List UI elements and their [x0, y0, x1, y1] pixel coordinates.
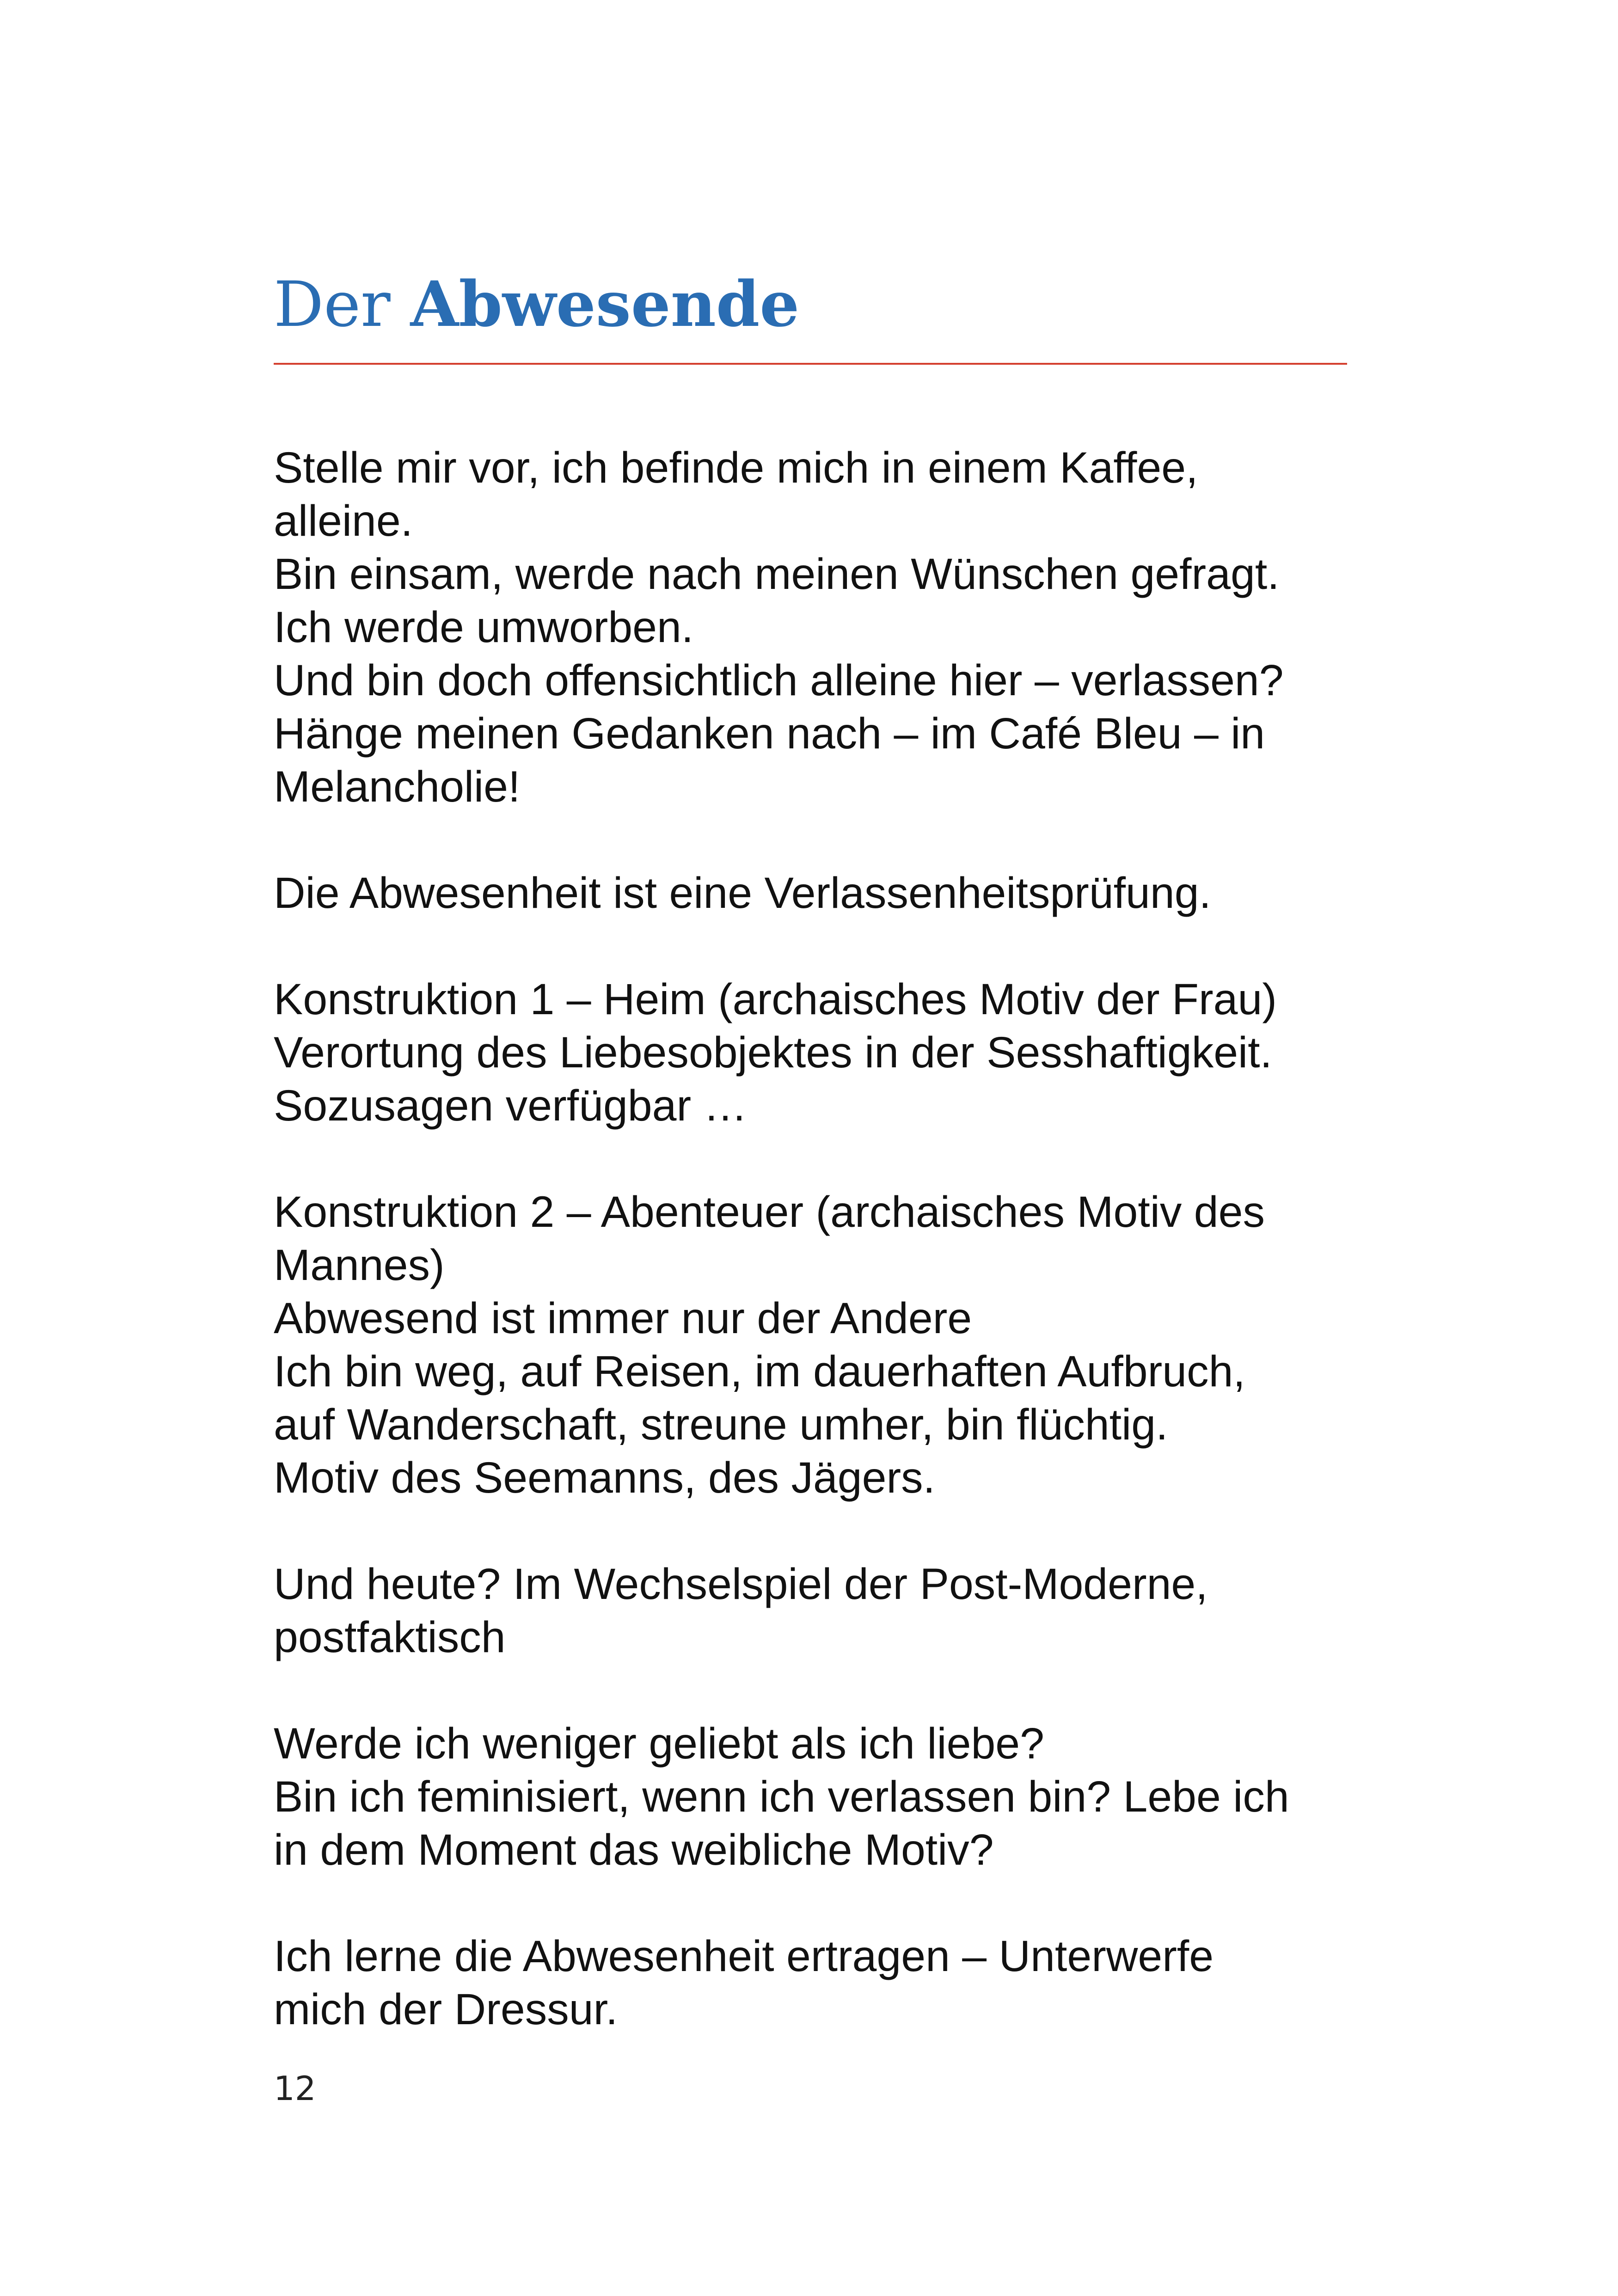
text-line: Ich bin weg, auf Reisen, im dauerhaften Aufbruch,: [274, 1347, 1245, 1396]
text-line: postfaktisch: [274, 1613, 506, 1662]
text-line: Melancholie!: [274, 762, 521, 811]
text-line: Werde ich weniger geliebt als ich liebe?: [274, 1719, 1044, 1768]
text-line: alleine.: [274, 496, 413, 545]
text-line: Die Abwesenheit ist eine Verlassenheitsprüfung.: [274, 869, 1211, 918]
text-line: Motiv des Seemanns, des Jägers.: [274, 1453, 935, 1502]
page-number: 12: [274, 2069, 316, 2108]
title-underline-divider: [274, 363, 1347, 365]
text-line: Abwesend ist immer nur der Andere: [274, 1294, 972, 1343]
text-line: Konstruktion 1 – Heim (archaisches Motiv der Frau): [274, 975, 1277, 1024]
blank-line: [274, 814, 1374, 867]
text-line: Bin einsam, werde nach meinen Wünschen gefragt.: [274, 550, 1280, 599]
text-line: Hänge meinen Gedanken nach – im Café Bleu – in: [274, 709, 1265, 758]
blank-line: [274, 920, 1374, 973]
blank-line: [274, 1664, 1374, 1717]
text-line: Sozusagen verfügbar …: [274, 1081, 748, 1130]
text-line: Verortung des Liebesobjektes in der Sesshaftigkeit.: [274, 1028, 1272, 1077]
text-line: Ich werde umworben.: [274, 603, 694, 652]
poem-body: [274, 441, 1374, 2036]
blank-line: [274, 1505, 1374, 1558]
text-line: Und bin doch offensichtlich alleine hier – verlassen?: [274, 656, 1284, 705]
text-line: Und heute? Im Wechselspiel der Post-Moderne,: [274, 1560, 1208, 1609]
text-line: mich der Dressur.: [274, 1985, 618, 2034]
text-line: in dem Moment das weibliche Motiv?: [274, 1825, 994, 1874]
blank-line: [274, 1133, 1374, 1186]
blank-line: [274, 1877, 1374, 1930]
text-line: Ich lerne die Abwesenheit ertragen – Unterwerfe: [274, 1932, 1214, 1981]
text-line: auf Wanderschaft, streune umher, bin flüchtig.: [274, 1400, 1168, 1449]
text-line: Bin ich feminisiert, wenn ich verlassen bin? Lebe ich: [274, 1772, 1289, 1821]
text-line: Konstruktion 2 – Abenteuer (archaisches Motiv des: [274, 1188, 1265, 1237]
title-prefix: Der: [274, 268, 391, 341]
text-line: Stelle mir vor, ich befinde mich in einem Kaffee,: [274, 443, 1198, 492]
page-title: [274, 267, 800, 341]
title-emphasis: Abwesende: [410, 267, 800, 341]
text-line: Mannes): [274, 1241, 445, 1290]
